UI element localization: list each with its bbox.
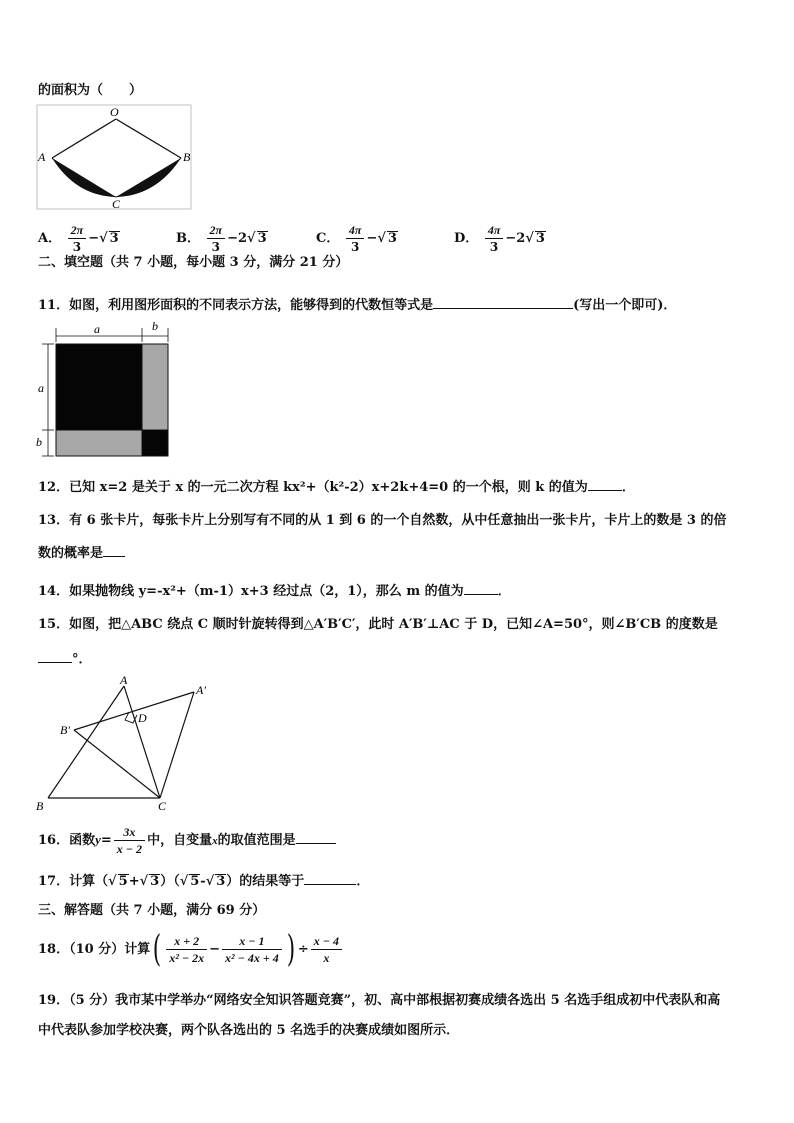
label-o: O — [110, 105, 119, 119]
q11-text: 11．如图，利用图形面积的不同表示方法，能够得到的代数恒等式是 (写出一个即可)． — [38, 294, 676, 315]
option-b: B． $\frac{2\pi}{3}$ −2√ 3 — [176, 223, 267, 254]
label-a-prime: A′ — [196, 683, 206, 697]
answer-blank — [103, 542, 125, 557]
label-b: B — [183, 150, 191, 164]
label-b: B — [36, 799, 44, 813]
q15-line2: °． — [38, 648, 92, 669]
answer-blank — [433, 294, 573, 309]
q11-square-figure — [34, 320, 174, 460]
q16-text: 16．函数y= $\frac{3x}{x - 2}$ 中，自变量x的取值范围是 — [38, 820, 336, 861]
label-a: A — [120, 673, 128, 687]
label-b-top: b — [152, 320, 158, 333]
q18-text: 18．（10 分）计算( $\frac{x + 2}{\text{x² − 2x}}$ − $\frac{x - 1}{\text{x² − 4x + 4}}$ ) ÷ $\frac{x - 4}{x}$ — [38, 928, 344, 972]
q15-rotation-figure — [30, 672, 220, 814]
label-b-left: b — [36, 435, 42, 449]
label-d: D — [138, 711, 147, 725]
q15-line1: 15．如图，把△ABC 绕点 C 顺时针旋转得到△A′B′C′，此时 A′B′⊥AC 于 D，已知∠A=50°，则∠B′CB 的度数是 — [38, 617, 718, 632]
option-d: D． $\frac{4\pi}{3}$ −2√ 3 — [454, 223, 545, 254]
answer-blank — [38, 648, 72, 663]
section-2-heading: 二、填空题（共 7 小题，每小题 3 分，满分 21 分） — [38, 255, 349, 270]
q13-line1: 13．有 6 张卡片，每张卡片上分别写有不同的从 1 到 6 的一个自然数，从中任意抽出一张卡片，卡片上的数是 3 的倍 — [38, 513, 727, 528]
q19-line1: 19．（5 分）我市某中学举办“网络安全知识答题竞赛”，初、高中部根据初赛成绩各选出 5 名选手组成初中代表队和高 — [38, 993, 721, 1008]
q19-line2: 中代表队参加学校决赛，两个队各选出的 5 名选手的决赛成绩如图所示． — [38, 1023, 460, 1038]
answer-blank — [588, 476, 622, 491]
label-b-prime: B′ — [60, 723, 70, 737]
q17-text: 17．计算（√ 5+√ 3）（√ 5-√ 3）的结果等于 ． — [38, 870, 369, 891]
label-c: C — [112, 197, 121, 211]
label-a-top: a — [94, 322, 100, 336]
section-3-heading: 三、解答题（共 7 小题，满分 69 分） — [38, 903, 266, 918]
label-a-left: a — [38, 381, 44, 395]
answer-blank — [304, 870, 356, 885]
answer-blank — [296, 829, 336, 844]
q13-line2: 数的概率是 — [38, 542, 125, 563]
q10-text: 的面积为（ ） — [38, 83, 143, 98]
option-a: A． $\frac{2\pi}{3}$ −√ 3 — [38, 223, 119, 254]
label-c: C — [158, 799, 167, 813]
q14-text: 14．如果抛物线 y=-x²+（m-1）x+3 经过点（2，1），那么 m 的值为 ． — [38, 580, 511, 601]
q10-sector-figure — [36, 104, 196, 212]
q12-text: 12．已知 x=2 是关于 x 的一元二次方程 kx²+（k²-2）x+2k+4=0 的一个根，则 k 的值为 ． — [38, 476, 635, 497]
label-a: A — [38, 150, 46, 164]
option-c: C． $\frac{4\pi}{3}$ −√ 3 — [316, 223, 397, 254]
answer-blank — [464, 580, 498, 595]
